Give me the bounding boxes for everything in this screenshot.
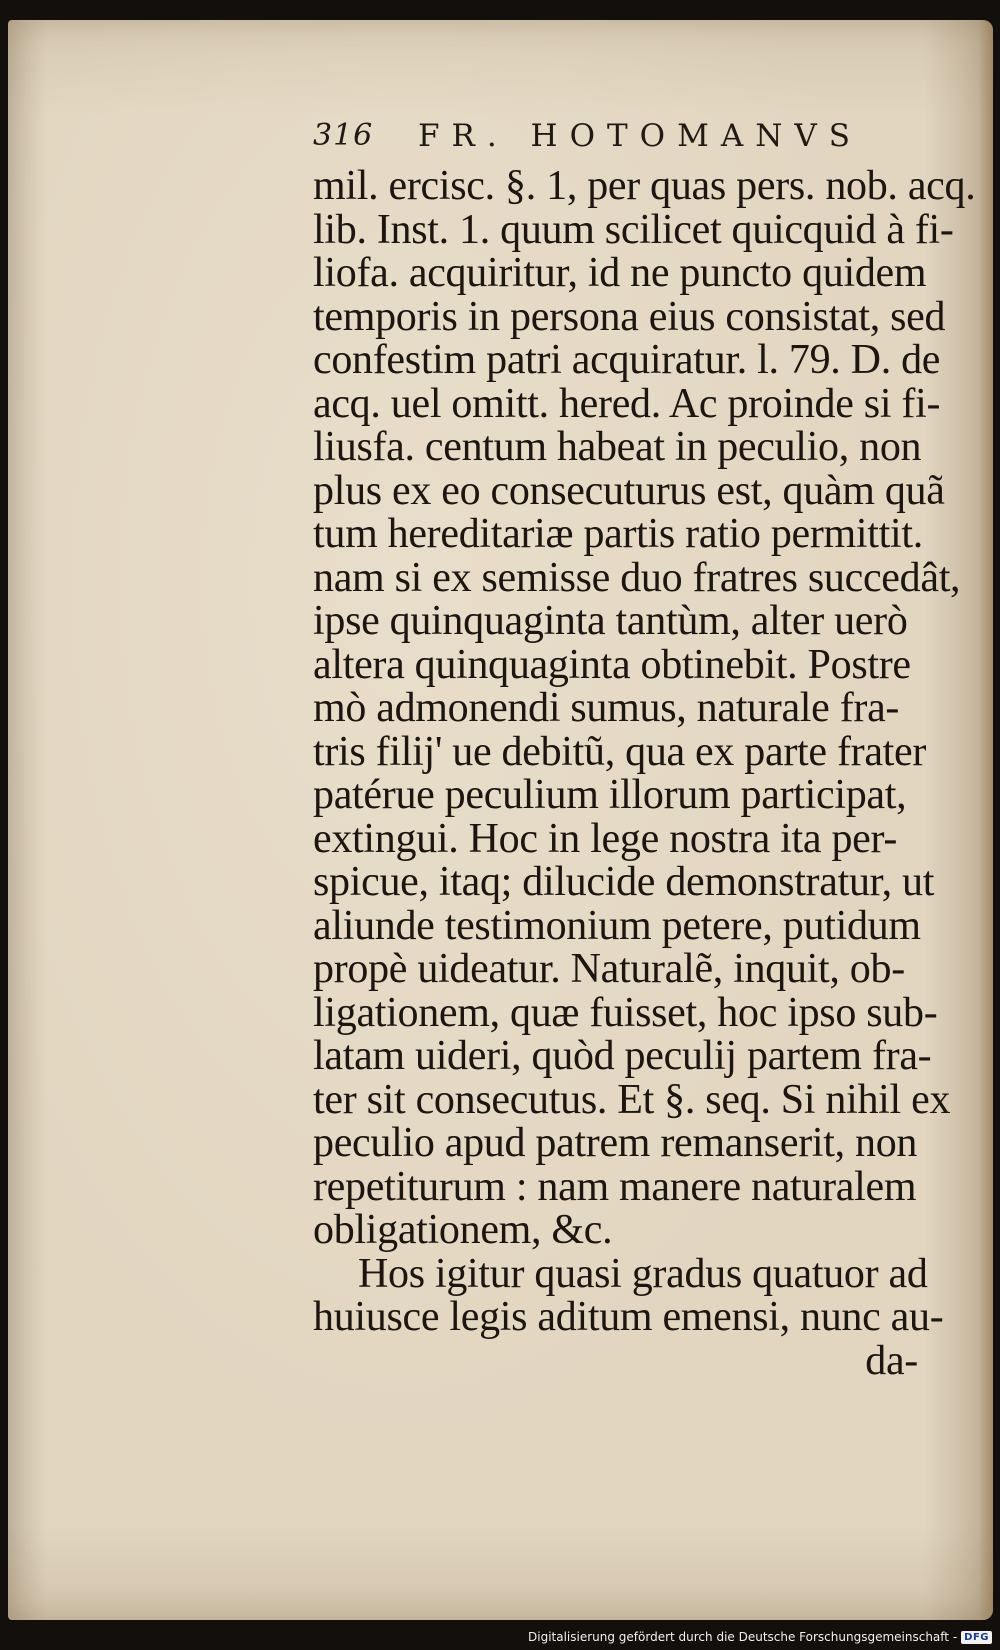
text-line: tum hereditariæ partis ratio permittit. (313, 511, 923, 557)
text-line: mil. ercisc. §. 1, per quas pers. nob. acq. (313, 163, 976, 209)
text-line: liofa. acquiritur, id ne puncto quidem (313, 250, 927, 296)
text-line: plus ex eo consecuturus est, quàm quã (313, 467, 945, 514)
credit-text: Digitalisierung gefördert durch die Deutsche Forschungsgemeinschaft - (528, 1630, 958, 1644)
text-line: patérue peculium illorum participat, (313, 772, 907, 818)
text-line: repetiturum : nam manere naturalem (313, 1163, 917, 1210)
text-line: nam si ex semisse duo fratres succedât, (313, 554, 961, 601)
text-line: mò admonendi sumus, naturale fra- (313, 685, 900, 731)
catchword: da- (865, 1337, 918, 1384)
text-line: ipse quinquaginta tantùm, alter uerò (313, 598, 908, 644)
text-line: liusfa. centum habeat in peculio, non (313, 424, 922, 470)
running-head: FR. HOTOMANVS (418, 118, 862, 154)
paragraph-first-line: Hos igitur quasi gradus quatuor ad (358, 1250, 928, 1297)
text-line: propè uideatur. Naturalẽ, inquit, ob- (313, 946, 905, 992)
body-text (313, 163, 976, 1384)
text-line: lib. Inst. 1. quum scilicet quicquid à fi- (313, 206, 954, 253)
text-line: extingui. Hoc in lege nostra ita per- (313, 815, 898, 862)
text-line: aliunde testimonium petere, putidum (313, 902, 921, 949)
digitization-credit (528, 1626, 992, 1648)
text-line: temporis in persona eius consistat, sed (313, 293, 946, 340)
page-header (313, 118, 913, 168)
text-line: ter sit consecutus. Et §. seq. Si nihil ex (313, 1076, 951, 1123)
page-number: 316 (313, 118, 374, 153)
dfg-logo: DFG (961, 1631, 992, 1644)
text-line: huiusce legis aditum emensi, nunc au- (313, 1294, 944, 1340)
book-page (8, 20, 993, 1620)
text-line: altera quinquaginta obtinebit. Postre (313, 641, 911, 688)
text-line: confestim patri acquiratur. l. 79. D. de (313, 337, 941, 383)
text-line: latam uideri, quòd peculij partem fra- (313, 1033, 932, 1079)
page-edge-shadow (979, 20, 993, 1620)
text-line: peculio apud patrem remanserit, non (313, 1120, 918, 1166)
text-line: acq. uel omitt. hered. Ac proinde si fi- (313, 380, 941, 427)
text-line: ligationem, quæ fuisset, hoc ipso sub- (313, 989, 938, 1036)
text-line: tris filij' ue debitũ, qua ex parte frater (313, 728, 927, 775)
text-line: spicue, itaq; dilucide demonstratur, ut (313, 859, 935, 905)
text-line: obligationem, &c. (313, 1207, 613, 1253)
